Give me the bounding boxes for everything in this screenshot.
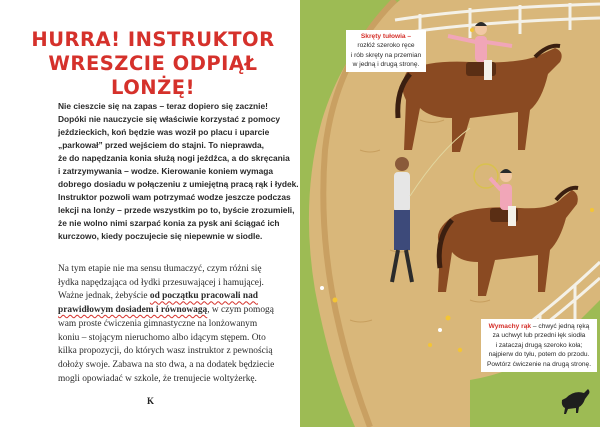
- intro-line-6: i zatrzymywania – wodze. Kierowanie koniem wymaga: [58, 166, 274, 176]
- intro-line-1: Nie cieszcie się na zapas – teraz dopiero się zacznie!: [58, 101, 268, 111]
- intro-line-5: że do napędzania konia służą nogi jeźdźca, a do skręcania: [58, 153, 290, 163]
- intro-line-7: dobrego dosiadu w połączeniu z umiejętną pracą rąk i łydek.: [58, 179, 299, 189]
- callout-2-line-1: za uchwyt lub przedni łęk siodła: [492, 332, 586, 340]
- publisher-logo: K: [147, 396, 155, 406]
- body-line-1: Na tym etapie nie ma sensu tłumaczyć, czym różni się: [58, 264, 262, 274]
- title-line-1: HURRA! INSTRUKTOR: [31, 28, 275, 51]
- callout-1-line-3: w jedną i drugą stronę.: [352, 61, 420, 69]
- body-line-2: łydka napędzająca od łydki przesuwającej i hamującej.: [58, 277, 264, 288]
- intro-line-4: „parkował” przed wejściem do stajni. To nieprawda,: [58, 140, 265, 150]
- callout-1-line-1: rozłóż szeroko ręce: [357, 42, 415, 50]
- callout-1-lead: Skręty tułowia –: [360, 33, 412, 40]
- intro-line-3: jeździeckich, koń będzie was woził po placu i uparcie: [58, 127, 270, 137]
- body-line-8: dołoży swoje. Zabawa na sto dwa, a na dodatek będziecie: [58, 359, 275, 370]
- body-line-5: wam proste ćwiczenia gimnastyczne na lonżowanym: [58, 318, 258, 329]
- title-line-2: WRESZCIE ODPIĄŁ: [48, 52, 258, 75]
- callout-arm-swings: [481, 319, 597, 372]
- intro-line-2: Dopóki nie nauczycie się właściwie korzystać z pomocy: [58, 114, 281, 124]
- callout-2-line-3: najpierw do tyłu, potem do przodu.: [488, 351, 590, 359]
- body-line-4-text: , w czym pomogą: [207, 305, 274, 316]
- intro-line-11: kurczowo, kiedy poczujecie się niepewnie w siodle.: [58, 231, 263, 241]
- intro-line-9: lekcji na lonży – przede wszystkim po to, byście zrozumieli,: [58, 205, 295, 215]
- highlight-text-1: od początku pracowali nad: [149, 291, 258, 302]
- body-line-6: koniu – stojącym nieruchomo albo idącym stępem. Oto: [58, 332, 266, 343]
- highlight-text-2: prawidłowym dosiadem i równowagą: [58, 305, 208, 316]
- callout-1-line-2: i rób skręty na przemian: [350, 51, 422, 59]
- callout-2-lead: Wymachy rąk: [488, 323, 532, 330]
- body-line-7: kilka propozycji, do których wasz instruktor z pewnością: [58, 346, 273, 357]
- intro-line-8: Instruktor pozwoli wam potrzymać wodze jeszcze podczas: [58, 192, 291, 202]
- body-line-9: mogli opowiadać w szkole, że trenujecie woltyżerkę.: [58, 373, 257, 384]
- title-line-3: LONŻĘ!: [111, 76, 195, 99]
- callout-2-line-4: Powtórz ćwiczenie na drugą stronę.: [486, 360, 592, 368]
- callout-trunk-twists: [346, 30, 426, 72]
- intro-line-10: że nie wolno nimi szarpać konia za pysk ani ściągać ich: [58, 218, 280, 228]
- callout-2-line-2: i zataczaj drugą szeroko koła;: [495, 341, 583, 349]
- body-line-3-text: Ważne jednak, żebyście: [58, 291, 150, 302]
- callout-2-line-0: – chwyć jedną ręką: [531, 323, 590, 330]
